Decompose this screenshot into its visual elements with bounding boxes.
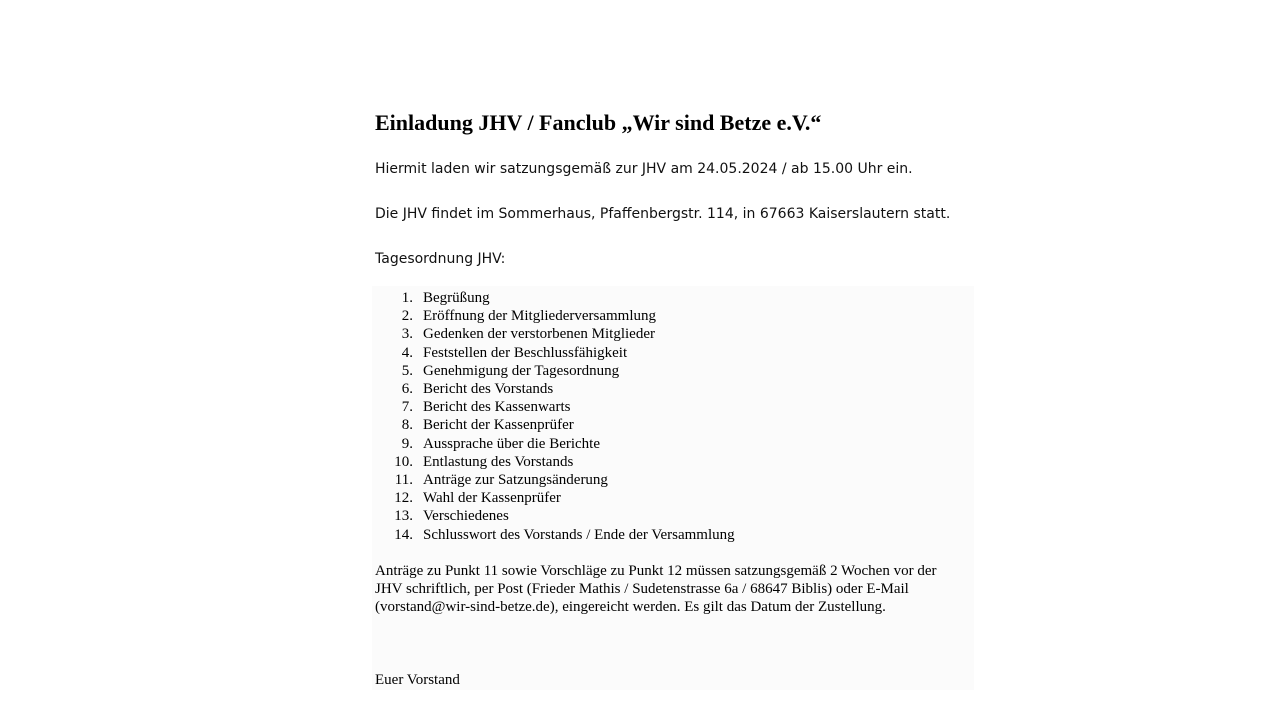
agenda-item-number: 3. [401, 326, 413, 343]
submission-notice [375, 562, 975, 617]
agenda-item-number: 9. [401, 435, 413, 452]
agenda-item-text: Bericht des Vorstands [423, 381, 554, 398]
signature: Euer Vorstand [375, 672, 460, 688]
agenda-item-text: Entlastung des Vorstands [423, 453, 574, 470]
agenda-item [375, 344, 735, 362]
agenda-item [375, 416, 735, 434]
agenda-item-number: 6. [401, 381, 413, 398]
agenda-item-text: Bericht der Kassenprüfer [423, 417, 574, 434]
agenda-item [375, 471, 735, 489]
agenda-item-number: 10. [394, 453, 413, 470]
agenda-item [375, 289, 735, 307]
agenda-item-number: 11. [394, 472, 413, 489]
agenda-item-number: 13. [394, 508, 413, 525]
agenda-item [375, 307, 735, 325]
agenda-item-number: 12. [394, 490, 413, 507]
notice-line: JHV schriftlich, per Post (Frieder Mathis / Sudetenstrasse 6a / 68647 Biblis) oder E-Mail [375, 581, 909, 598]
agenda-item-text: Anträge zur Satzungsänderung [423, 472, 608, 489]
agenda-item [375, 435, 735, 453]
agenda-item-number: 14. [394, 526, 413, 543]
agenda-item-text: Genehmigung der Tagesordnung [423, 362, 620, 379]
notice-line: (vorstand@wir-sind-betze.de), eingereicht werden. Es gilt das Datum der Zustellung. [375, 599, 886, 616]
agenda-item-number: 1. [401, 290, 413, 306]
agenda-item [375, 325, 735, 343]
agenda-item-text: Schlusswort des Vorstands / Ende der Versammlung [423, 526, 735, 543]
agenda-item [375, 398, 735, 416]
agenda-item-number: 8. [401, 417, 413, 434]
agenda-item [375, 489, 735, 507]
agenda-item-text: Eröffnung der Mitgliederversammlung [423, 308, 656, 325]
agenda-item-number: 5. [401, 362, 413, 379]
agenda-item [375, 380, 735, 398]
agenda-item-text: Begrüßung [423, 290, 490, 306]
agenda-heading: Tagesordnung JHV: [375, 251, 506, 267]
agenda-item-number: 4. [401, 344, 413, 361]
agenda-item-text: Gedenken der verstorbenen Mitglieder [423, 326, 655, 343]
agenda-item [375, 507, 735, 525]
agenda-item-text: Wahl der Kassenprüfer [423, 490, 561, 507]
agenda-item-number: 7. [401, 399, 413, 416]
agenda-item [375, 453, 735, 471]
agenda-item-text: Feststellen der Beschlussfähigkeit [423, 344, 628, 361]
agenda-item [375, 362, 735, 380]
agenda-item-text: Bericht des Kassenwarts [423, 399, 571, 416]
notice-line: Anträge zu Punkt 11 sowie Vorschläge zu Punkt 12 müssen satzungsgemäß 2 Wochen vor der [375, 563, 937, 579]
document-title: Einladung JHV / Fanclub „Wir sind Betze e.V.“ [375, 110, 822, 135]
agenda-item-text: Aussprache über die Berichte [423, 435, 601, 452]
agenda-item-text: Verschiedenes [423, 508, 509, 525]
agenda-item-number: 2. [401, 308, 413, 325]
agenda-item [375, 526, 735, 544]
venue-text: Die JHV findet im Sommerhaus, Pfaffenbergstr. 114, in 67663 Kaiserslautern statt. [375, 206, 951, 222]
agenda-list [375, 289, 735, 544]
invitation-text: Hiermit laden wir satzungsgemäß zur JHV am 24.05.2024 / ab 15.00 Uhr ein. [375, 161, 913, 177]
